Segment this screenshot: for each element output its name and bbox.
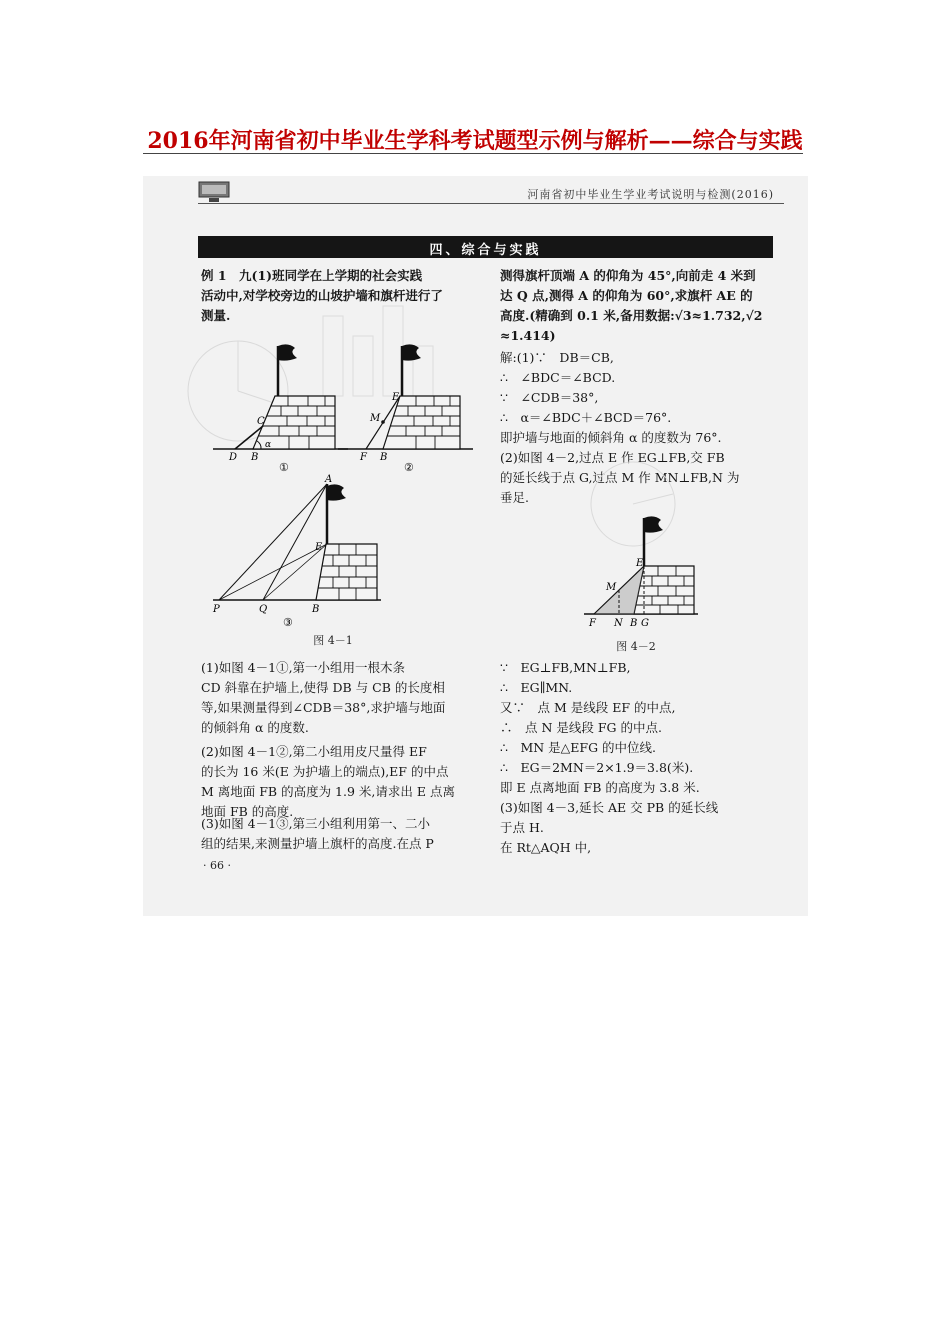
- label-e: E: [392, 392, 400, 403]
- figure-4-1-caption: 图 4－1: [313, 634, 353, 647]
- section-heading: 四、综合与实践: [429, 243, 542, 258]
- question-line: 的长为 16 米(E 为护墙上的端点),EF 的中点: [201, 764, 449, 779]
- monitor-icon: [198, 181, 230, 203]
- question-line: (2)如图 4－1②,第二小组用皮尺量得 EF: [201, 744, 427, 759]
- question-1: [201, 658, 476, 738]
- label-e: E: [315, 542, 323, 553]
- question-3-continued: [500, 266, 775, 346]
- label-alpha: α: [265, 440, 272, 450]
- book-header: [143, 176, 808, 204]
- question-line: (3)如图 4－1③,第三小组利用第一、二小: [201, 816, 431, 831]
- solution-line: (3)如图 4－3,延长 AE 交 PB 的延长线: [500, 800, 719, 815]
- scanned-page: [143, 176, 808, 916]
- question-line: 高度.(精确到 0.1 米,备用数据:√3≈1.732,√2: [500, 308, 763, 323]
- label-f: F: [589, 618, 596, 629]
- solution-line: 即护墙与地面的倾斜角 α 的度数为 76°.: [500, 430, 722, 445]
- label-n: N: [614, 618, 623, 629]
- question-line: 测得旗杆顶端 A 的仰角为 45°,向前走 4 米到: [500, 268, 756, 283]
- section-heading-band: [198, 236, 773, 258]
- solution-line: ∵ ∠CDB＝38°,: [500, 390, 599, 405]
- label-c: C: [257, 416, 265, 427]
- label-sub1: ①: [279, 461, 289, 474]
- label-b: B: [312, 604, 320, 615]
- intro-line: 测量.: [201, 308, 231, 323]
- solution-line: ∴ EG∥MN.: [500, 680, 573, 695]
- solution-line: (2)如图 4－2,过点 E 作 EG⊥FB,交 FB: [500, 450, 725, 465]
- question-line: (1)如图 4－1①,第一小组用一根木条: [201, 660, 406, 675]
- intro-line: 例 1 九(1)班同学在上学期的社会实践: [201, 268, 423, 283]
- question-line: 的倾斜角 α 的度数.: [201, 720, 309, 735]
- question-line: 组的结果,来测量护墙上旗杆的高度.在点 P: [201, 836, 434, 851]
- figure-4-1-part-3: [211, 472, 391, 628]
- label-q: Q: [259, 604, 268, 615]
- question-line: 等,如果测量得到∠CDB＝38°,求护墙与地面: [201, 700, 446, 715]
- solution-line: ∴ ∠BDC＝∠BCD.: [500, 370, 616, 385]
- question-line: ≈1.414): [500, 328, 556, 343]
- figure-4-2: [576, 504, 706, 634]
- figure-4-1-part-1: [213, 334, 353, 474]
- label-e: E: [636, 558, 644, 569]
- solution-line: 又∵ 点 M 是线段 EF 的中点,: [500, 700, 676, 715]
- solution-line: 垂足.: [500, 490, 529, 505]
- solution-line: 的延长线于点 G,过点 M 作 MN⊥FB,N 为: [500, 470, 740, 485]
- solution-line: 在 Rt△AQH 中,: [500, 840, 592, 855]
- label-b: B: [380, 452, 388, 463]
- label-g: G: [641, 618, 649, 629]
- label-f: F: [360, 452, 367, 463]
- solution-line: ∵ EG⊥FB,MN⊥FB,: [500, 660, 631, 675]
- label-d: D: [229, 452, 238, 463]
- label-a: A: [325, 474, 333, 485]
- solution-line: 解:(1)∵ DB＝CB,: [500, 350, 614, 365]
- label-b: B: [630, 618, 638, 629]
- solution-line: ∴ MN 是△EFG 的中位线.: [500, 740, 657, 755]
- label-p: P: [213, 604, 220, 615]
- label-m: M: [370, 413, 381, 424]
- solution-line: ∴ α＝∠BDC＋∠BCD＝76°.: [500, 410, 672, 425]
- question-line: CD 斜靠在护墙上,使得 DB 与 CB 的长度相: [201, 680, 445, 695]
- question-3: [201, 814, 476, 854]
- question-2: [201, 742, 476, 822]
- solution-line: ∴ 点 N 是线段 FG 的中点.: [500, 720, 662, 735]
- header-rule: [198, 203, 784, 204]
- figure-4-1-part-2: [338, 334, 478, 474]
- label-sub3: ③: [283, 616, 293, 628]
- solution-line: 即 E 点离地面 FB 的高度为 3.8 米.: [500, 780, 700, 795]
- label-m: M: [606, 582, 617, 593]
- question-line: 地面 FB 的高度.: [201, 804, 294, 819]
- figure-4-2-caption: 图 4－2: [616, 640, 656, 653]
- question-line: 达 Q 点,测得 A 的仰角为 60°,求旗杆 AE 的: [500, 288, 753, 303]
- intro-line: 活动中,对学校旁边的山坡护墙和旗杆进行了: [201, 288, 443, 303]
- solution-line: ∴ EG＝2MN＝2×1.9＝3.8(米).: [500, 760, 694, 775]
- label-b: B: [251, 452, 259, 463]
- solution-part-1: [500, 348, 775, 448]
- book-header-text: 河南省初中毕业生学业考试说明与检测(2016): [527, 188, 774, 201]
- page-number: · 66 ·: [203, 859, 231, 872]
- solution-part-2: [500, 658, 775, 858]
- label-sub2: ②: [404, 461, 414, 474]
- solution-line: 于点 H.: [500, 820, 544, 835]
- example-intro: [201, 266, 476, 326]
- document-title: 2016年河南省初中毕业生学科考试题型示例与解析——综合与实践: [147, 128, 803, 154]
- question-line: M 离地面 FB 的高度为 1.9 米,请求出 E 点离: [201, 784, 455, 799]
- title-underline: [143, 153, 803, 154]
